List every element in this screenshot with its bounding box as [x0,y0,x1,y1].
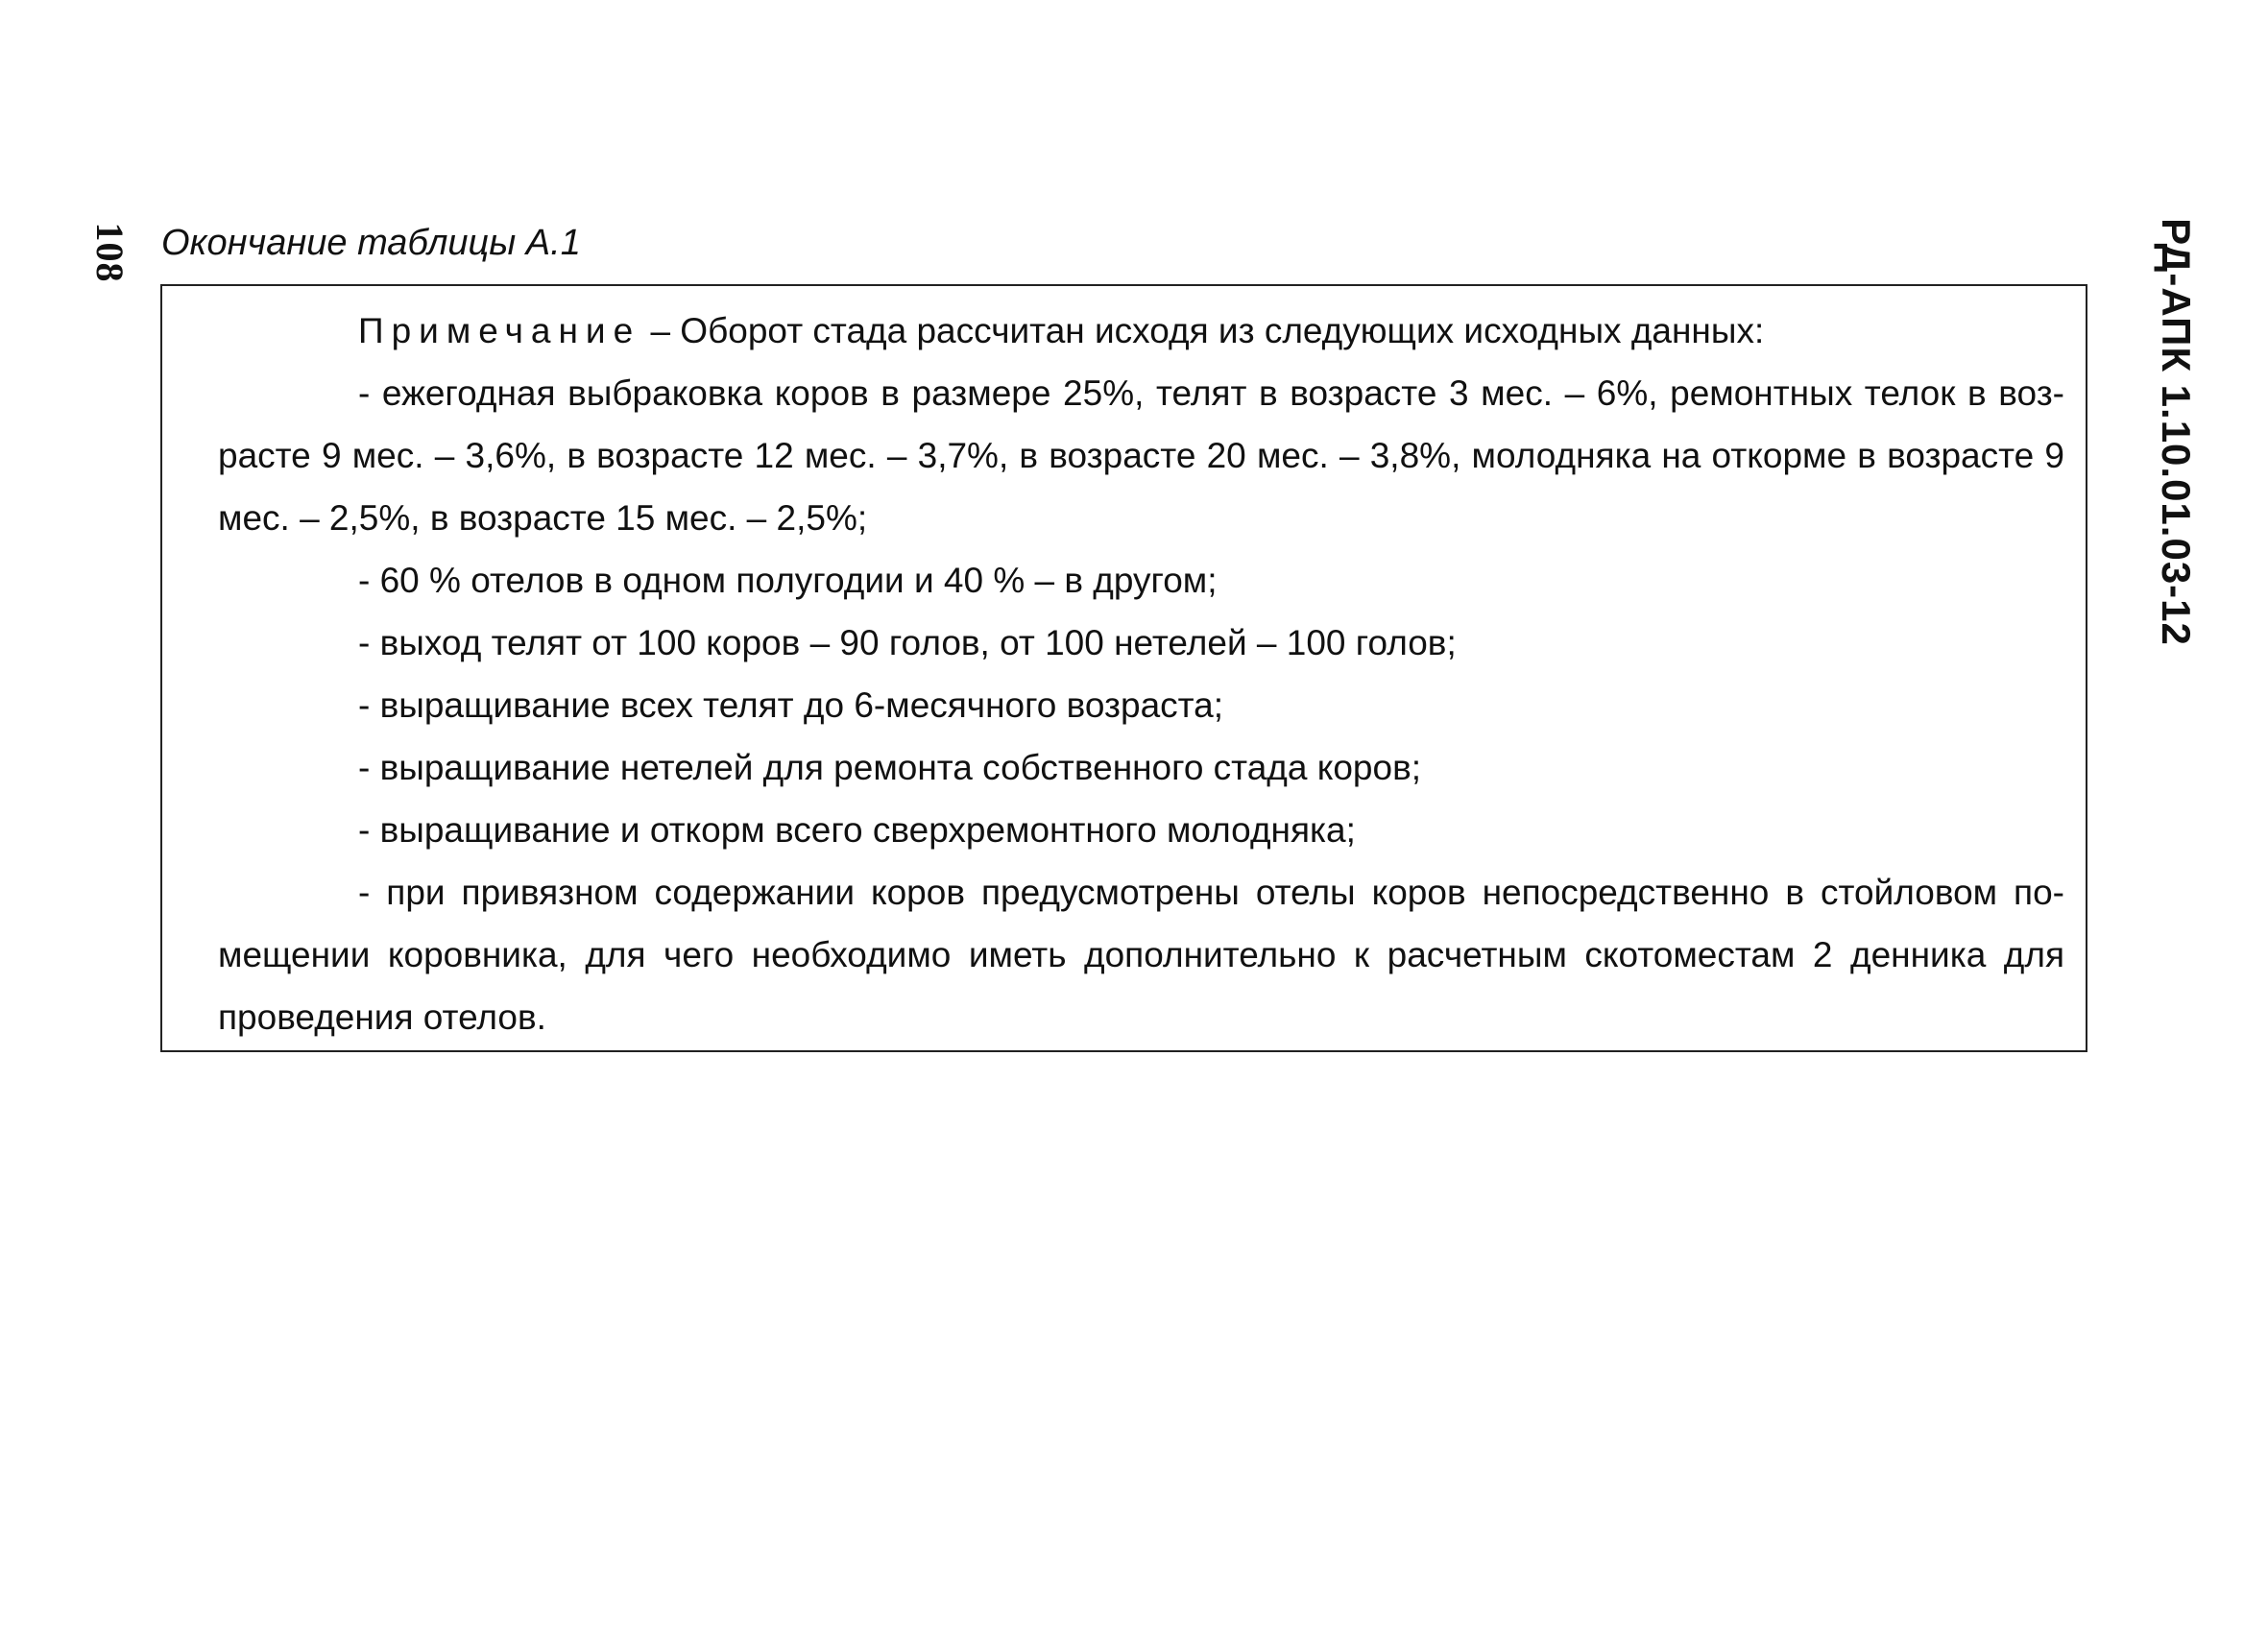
note-item: - ежегодная выбраковка коров в размере 25%, телят в возрасте 3 мес. – 6%, ремонтных телок в воз-расте 9 мес. – 3,6%, в возрасте 12 мес. – 3,7%, в возрасте 20 мес. – 3,8%, молодняка на откорме в возрасте 9 мес. – 2,5%, в возрасте 15 мес. – 2,5%; [218,373,2064,538]
note-item: - выращивание нетелей для ремонта собственного стада коров; [358,748,1422,787]
note-box [160,284,2087,1052]
note-lead: Примечание [358,311,641,350]
table-caption: Окончание таблицы А.1 [161,223,581,263]
note-item: - выращивание всех телят до 6-месячного возраста; [358,685,1224,725]
document-code: РД-АПК 1.10.01.03-12 [2154,218,2200,646]
note-item: - выращивание и откорм всего сверхремонтного молодняка; [358,810,1356,850]
note-item: - при привязном содержании коров предусмотрены отелы коров непосредственно в стойловом по-мещении коровника, для чего необходимо иметь дополнительно к расчетным скотоместам 2 денника для проведения отелов. [218,873,2064,1037]
page-number: 108 [88,222,133,283]
note-intro-paragraph [218,300,2064,362]
note-text [218,300,2064,1048]
note-intro: – Оборот стада рассчитан исходя из следующих исходных данных: [640,311,1765,350]
document-code-container [2147,218,2205,646]
note-item: - 60 % отелов в одном полугодии и 40 % – в другом; [358,561,1218,600]
note-item: - выход телят от 100 коров – 90 голов, от 100 нетелей – 100 голов; [358,623,1457,662]
